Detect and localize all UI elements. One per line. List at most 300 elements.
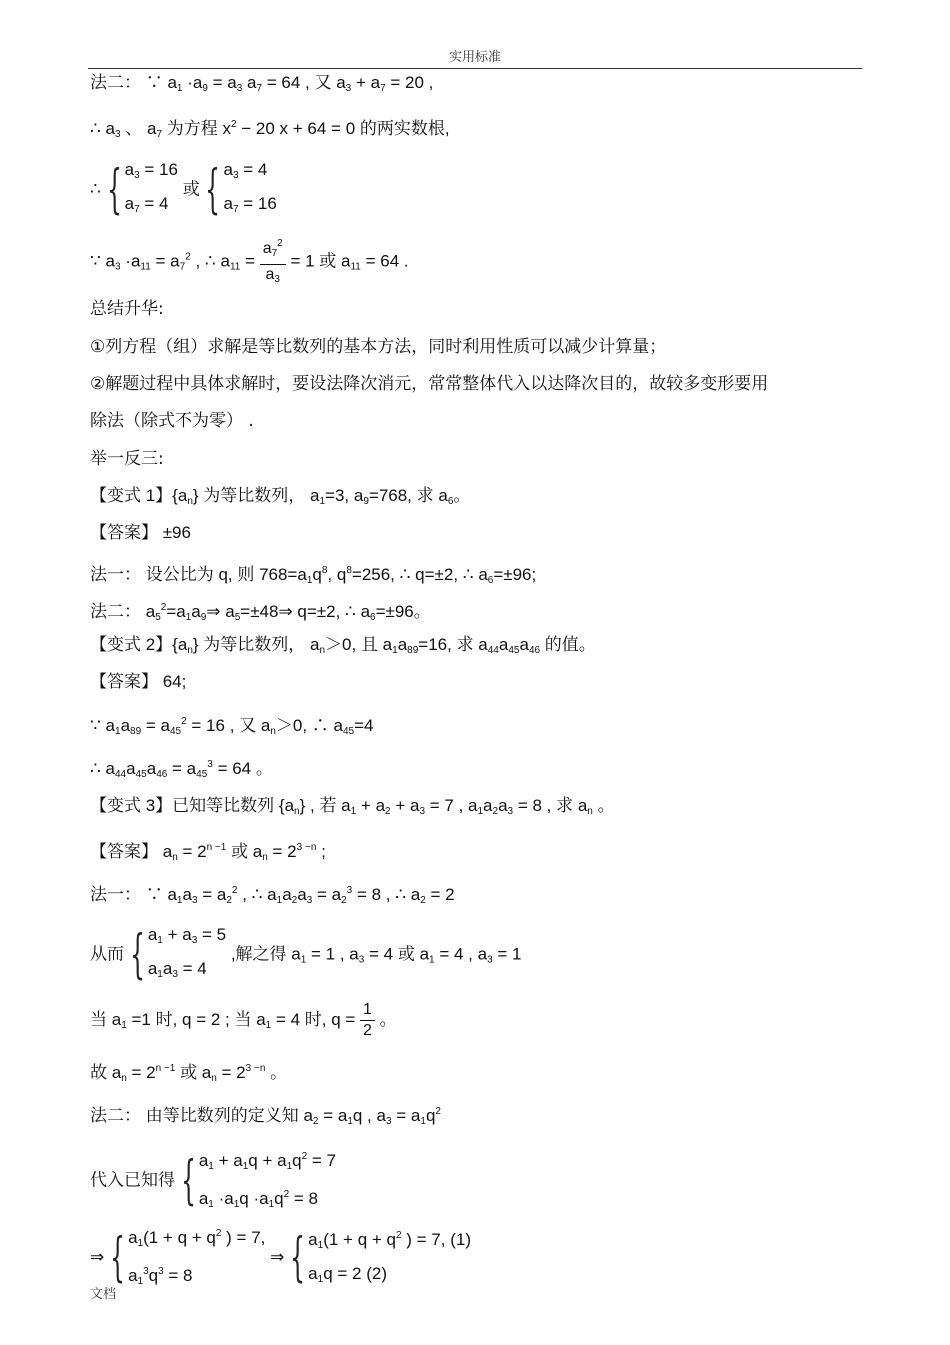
roots-line: [90, 114, 450, 146]
math-text: a: [397, 635, 408, 654]
math-text: 【变式 1】{a: [90, 486, 188, 505]
left-brace: {: [106, 160, 122, 220]
math-text: ⇒: [265, 1247, 290, 1267]
math-text: 。: [592, 796, 615, 815]
math-text: a: [147, 925, 158, 944]
math-text: ;: [316, 842, 326, 861]
subscript: 6: [487, 575, 494, 586]
subscript: 3: [236, 83, 243, 94]
math-text: 【答案】 ±96: [90, 523, 191, 542]
math-text: 从而: [90, 944, 129, 964]
subscript: n: [187, 496, 193, 507]
math-text: 或: [177, 179, 205, 199]
subscript: 89: [407, 645, 419, 656]
math-text: =±48⇒ q=±2, ∴ a: [240, 602, 371, 621]
math-text: 法二： ∵ a: [90, 73, 177, 92]
variant-3-system-line: [90, 921, 521, 989]
subscript: 2: [420, 895, 426, 906]
math-text: = 2: [216, 1063, 246, 1082]
math-text: a: [198, 1189, 209, 1208]
math-text: = 2: [425, 885, 455, 904]
subscript: 3: [115, 129, 121, 140]
math-text: a: [297, 885, 307, 904]
subscript: 1: [265, 1019, 272, 1031]
subscript: n: [211, 1073, 217, 1084]
math-text: a: [147, 959, 158, 978]
method-two-line: [90, 72, 433, 100]
subscript: 89: [130, 726, 142, 737]
math-text: ) = 7, (1): [401, 1230, 471, 1249]
math-text: 【变式 2】{a: [90, 635, 188, 654]
subscript: 1: [157, 935, 163, 946]
subscript: 1: [347, 1116, 353, 1127]
math-text: 或 a: [175, 1063, 212, 1082]
math-text: 【答案】 64;: [90, 672, 187, 691]
math-text: = 1: [492, 944, 522, 964]
subscript: 1: [317, 1274, 324, 1285]
math-text: =768, 求 a: [368, 486, 448, 505]
subscript: 1: [268, 1199, 275, 1210]
math-text: = 4: [177, 959, 207, 978]
variant-2-step-2: [90, 754, 273, 786]
equation-row: [199, 1143, 336, 1181]
practice-heading: [90, 448, 164, 470]
subscript: 3: [232, 170, 239, 181]
superscript: 3 −n: [245, 1063, 266, 1074]
math-text: =256, ∴ q=±2, ∴ a: [351, 565, 488, 584]
subscript: 7: [156, 129, 163, 140]
subscript: n: [262, 852, 268, 863]
subscript: 2: [385, 806, 391, 817]
math-text: = 4 时, q =: [271, 1009, 361, 1029]
subscript: 1: [477, 806, 484, 817]
math-text: a: [498, 796, 508, 815]
math-text: a: [223, 160, 233, 179]
subscript: 2: [226, 895, 232, 906]
math-text: 法二： 由等比数列的定义知 a: [90, 1106, 313, 1125]
math-text: = 16: [139, 160, 178, 179]
subscript: 7: [134, 204, 140, 215]
math-text: q: [148, 1266, 159, 1285]
subscript: 3: [115, 261, 121, 273]
subscript: 6: [447, 496, 454, 507]
math-text: ＞0, ∴ a: [275, 716, 343, 735]
math-text: 除法（除式不为零） .: [90, 411, 254, 431]
math-text: a: [191, 602, 201, 621]
math-text: 举一反三:: [90, 449, 164, 469]
math-text: = a: [141, 716, 170, 735]
variant-1-method-2: [90, 597, 431, 629]
variant-3-method-2: [90, 1101, 441, 1133]
math-text: a: [162, 959, 173, 978]
equation-row: [148, 921, 226, 955]
denominator: [262, 265, 282, 290]
math-text: q , a: [352, 1106, 386, 1125]
math-text: ＞0, 且 a: [325, 635, 393, 654]
math-text: ②解题过程中具体求解时，要设法降次消元，常常整体代入以达降次目的，故较多变形要用: [90, 374, 769, 394]
math-text: = 2: [267, 842, 297, 861]
math-text: ∵ a: [90, 716, 115, 735]
math-text: ·a: [120, 251, 141, 271]
math-text: 【变式 3】已知等比数列 {a: [90, 796, 295, 815]
subscript: 5: [234, 612, 241, 623]
math-text: = 2: [126, 1063, 156, 1082]
math-text: = 1 或 a: [285, 251, 351, 271]
subscript: 3: [191, 935, 198, 946]
math-text: 。: [374, 1009, 397, 1029]
math-text: ∵ a: [90, 251, 115, 271]
math-text: =16, 求 a: [418, 635, 488, 654]
math-text: = a: [150, 251, 180, 271]
math-text: a: [223, 194, 233, 213]
summary-point-1: [90, 336, 666, 358]
subscript: 9: [202, 83, 208, 94]
equation-system: [109, 1220, 265, 1296]
math-text: + a: [162, 925, 192, 944]
variant-2-question: [90, 634, 596, 662]
math-text: =: [240, 251, 260, 271]
math-text: q: [312, 565, 322, 584]
subscript: 3: [191, 895, 198, 906]
subscript: 1: [350, 806, 357, 817]
math-text: 2: [363, 1022, 372, 1039]
math-text: + a: [213, 1151, 243, 1170]
variant-2-answer: [90, 671, 186, 693]
subscript: 1: [208, 1161, 214, 1172]
subscript: 11: [350, 261, 361, 273]
math-text: a: [308, 1264, 318, 1283]
math-text: 1: [363, 1001, 372, 1018]
math-text: 当 a: [90, 1009, 122, 1029]
equation-system: [129, 921, 226, 989]
superscript: 2: [435, 1106, 441, 1117]
math-text: = 8 , 求 a: [513, 796, 588, 815]
numerator: [360, 1000, 375, 1021]
subscript: 3: [358, 954, 365, 966]
left-brace: {: [180, 1151, 196, 1211]
math-text: 代入已知得: [90, 1170, 180, 1190]
subscript: 2: [291, 895, 298, 906]
subscript: 45: [196, 769, 208, 780]
fraction: [260, 234, 286, 290]
subscript: 11: [140, 261, 151, 273]
math-text: = 8: [163, 1266, 193, 1285]
subscript: 7: [271, 248, 278, 259]
superscript: n −1: [206, 842, 227, 853]
math-text: − 20 x + 64 = 0 的两实数根,: [236, 119, 450, 138]
math-text: =±96。: [375, 602, 431, 621]
subscript: 1: [306, 575, 313, 586]
equation-row: [128, 1258, 265, 1296]
subscript: 7: [380, 83, 386, 94]
a11-result-line: [90, 234, 409, 290]
subscript: 2: [312, 1116, 319, 1127]
subscript: 3: [134, 170, 140, 181]
math-text: =3, a: [325, 486, 364, 505]
variant-3-method-1: [90, 880, 455, 912]
math-text: ,解之得 a: [226, 944, 301, 964]
math-text: = 2: [177, 842, 207, 861]
math-text: } 为等比数列， a: [192, 486, 320, 505]
system-solution-line: [90, 156, 277, 224]
equation-row: [148, 955, 226, 989]
variant-2-step-1: [90, 711, 374, 743]
math-text: ·a: [182, 73, 203, 92]
subscript: n: [270, 726, 276, 737]
math-text: a: [146, 759, 157, 778]
variant-3-question: [90, 795, 615, 823]
math-text: =a: [166, 602, 186, 621]
subscript: 1: [176, 83, 183, 94]
math-text: =1 时, q = 2 ; 当 a: [126, 1009, 266, 1029]
superscript: 2: [230, 119, 237, 130]
math-text: a: [124, 194, 135, 213]
equation-row: [224, 156, 277, 190]
equation-system: [180, 1143, 336, 1219]
math-text: } 为等比数列， a: [192, 635, 320, 654]
math-text: , ∴ a: [237, 885, 277, 904]
subscript: 6: [370, 612, 376, 623]
math-text: = 8: [289, 1189, 318, 1208]
subscript: 1: [176, 895, 183, 906]
superscript: 2: [181, 716, 187, 727]
math-text: ⇒ a: [206, 602, 235, 621]
math-text: 法一： 设公比为 q, 则 768=a: [90, 565, 307, 584]
math-text: a: [120, 716, 131, 735]
math-text: 【答案】 a: [90, 842, 173, 861]
math-text: =4: [354, 716, 374, 735]
math-text: = 64 .: [360, 251, 409, 271]
superscript: 3: [346, 885, 353, 896]
summary-point-2-cont: [90, 410, 254, 432]
subscript: n: [587, 806, 593, 817]
math-text: + a: [356, 796, 386, 815]
superscript: n −1: [155, 1063, 176, 1074]
math-text: = a: [312, 885, 342, 904]
subscript: 1: [137, 1276, 144, 1287]
subscript: 3: [507, 806, 514, 817]
variant-3-cases-line: [90, 1000, 397, 1041]
math-text: = 64 , 又 a: [262, 73, 346, 92]
math-text: ∴: [90, 179, 106, 199]
math-text: q: [292, 1151, 302, 1170]
subscript: 1: [392, 645, 398, 656]
math-text: q ·a: [239, 1189, 269, 1208]
math-text: q = 2 (2): [323, 1264, 387, 1283]
math-text: a: [483, 796, 493, 815]
superscript: 2: [283, 1189, 290, 1200]
subscript: 1: [429, 954, 435, 966]
subscript: 3: [306, 895, 313, 906]
subscript: 3: [172, 969, 178, 980]
math-text: 为方程 x: [162, 119, 231, 138]
subscript: n: [172, 852, 178, 863]
equation-system: [204, 156, 276, 224]
math-text: + a: [351, 73, 381, 92]
subscript: n: [294, 806, 300, 817]
subscript: 1: [319, 496, 326, 507]
superscript: 3: [143, 1266, 149, 1277]
header-rule: [88, 68, 862, 69]
math-text: a: [128, 1228, 138, 1247]
page-footer: 文档: [90, 1287, 117, 1302]
math-text: = a: [391, 1106, 421, 1125]
math-text: =±96;: [493, 565, 537, 584]
math-text: q + a: [248, 1151, 287, 1170]
math-text: a: [242, 73, 257, 92]
math-text: 法二： a: [90, 602, 156, 621]
math-text: ①列方程（组）求解是等比数列的基本方法，同时利用性质可以减少计算量；: [90, 337, 667, 357]
subscript: 1: [286, 1161, 293, 1172]
math-text: = 4: [238, 160, 268, 179]
subscript: 1: [233, 1199, 240, 1210]
variant-3-answer: [90, 837, 326, 869]
subscript: 1: [242, 1161, 249, 1172]
subscript: 3: [487, 954, 493, 966]
math-text: = 5: [197, 925, 227, 944]
subscript: 1: [276, 895, 283, 906]
superscript: 3: [158, 1266, 164, 1277]
equation-system: [289, 1222, 471, 1294]
subscript: 1: [300, 954, 307, 966]
subscript: 1: [317, 1240, 324, 1251]
equation-row: [125, 190, 178, 224]
subscript: 44: [115, 769, 127, 780]
superscript: 2: [231, 885, 238, 896]
subscript: 44: [487, 645, 499, 656]
math-text: = 1 , a: [306, 944, 359, 964]
subscript: 45: [508, 645, 520, 656]
subscript: 7: [179, 261, 186, 273]
variant-1-question: [90, 485, 470, 513]
subscript: n: [319, 645, 326, 656]
math-text: q: [425, 1106, 436, 1125]
math-text: 或 a: [226, 842, 263, 861]
subscript: 45: [342, 726, 355, 737]
math-text: = 4: [139, 194, 169, 213]
subscript: 46: [156, 769, 168, 780]
subscript: 3: [419, 806, 426, 817]
subscript: 9: [363, 496, 369, 507]
math-text: , ∴ a: [190, 251, 230, 271]
math-text: (1 + q + q: [143, 1228, 216, 1247]
subscript: 1: [208, 1199, 214, 1210]
math-text: , q: [327, 565, 347, 584]
math-text: = a: [318, 1106, 348, 1125]
subscript: 1: [137, 1238, 144, 1249]
math-text: a: [498, 635, 509, 654]
math-text: = 64 。: [212, 759, 273, 778]
superscript: 2: [185, 251, 191, 263]
numerator: [260, 234, 286, 265]
superscript: 2: [215, 1228, 222, 1239]
math-text: 、 a: [120, 119, 157, 138]
subscript: 45: [135, 769, 147, 780]
superscript: 8: [321, 565, 328, 576]
math-text: a: [282, 885, 292, 904]
math-text: = 20 ,: [385, 73, 434, 92]
math-text: = a: [197, 885, 227, 904]
subscript: 1: [121, 1019, 127, 1031]
math-text: 故 a: [90, 1063, 122, 1082]
math-text: + a: [390, 796, 420, 815]
math-text: a: [308, 1230, 318, 1249]
superscript: 2: [160, 602, 167, 613]
equation-system: [106, 156, 178, 224]
superscript: 2: [301, 1151, 308, 1162]
transformation-line: [90, 1220, 471, 1296]
fraction: [360, 1000, 375, 1041]
subscript: 5: [155, 612, 161, 623]
subscript: 1: [115, 726, 121, 737]
subscript: n: [121, 1073, 127, 1084]
summary-point-2: [90, 373, 768, 395]
substitution-system-line: [90, 1143, 336, 1219]
math-text: a: [182, 885, 192, 904]
left-brace: {: [129, 925, 145, 985]
subscript: 3: [385, 1116, 392, 1127]
math-text: = 16 , 又 a: [186, 716, 271, 735]
subscript: 9: [200, 612, 207, 623]
subscript: 3: [274, 274, 280, 285]
math-text: 。: [453, 486, 471, 505]
left-brace: {: [205, 160, 221, 220]
superscript: 3: [207, 759, 213, 770]
math-text: ∴ a: [90, 759, 115, 778]
subscript: 7: [256, 83, 263, 94]
math-text: ) = 7,: [221, 1228, 266, 1247]
math-text: = 4 , a: [434, 944, 488, 964]
math-text: a: [198, 1151, 209, 1170]
left-brace: {: [110, 1228, 125, 1288]
page-header: 实用标准: [448, 50, 501, 65]
subscript: n: [187, 645, 193, 656]
math-text: = 4 或 a: [364, 944, 430, 964]
math-text: 的值。: [540, 635, 596, 654]
subscript: 45: [170, 726, 182, 737]
math-text: (1 + q + q: [323, 1230, 396, 1249]
variant-1-answer: [90, 522, 191, 544]
math-text: a: [128, 1266, 138, 1285]
subscript: 46: [528, 645, 541, 656]
math-text: 法一： ∵ a: [90, 885, 177, 904]
superscript: 2: [277, 238, 283, 249]
math-text: = 8 , ∴ a: [352, 885, 421, 904]
math-text: a: [265, 266, 275, 283]
math-text: } , 若 a: [299, 796, 351, 815]
math-text: a: [519, 635, 529, 654]
math-text: ·a: [213, 1189, 234, 1208]
subscript: 1: [157, 969, 163, 980]
math-text: ⇒: [90, 1247, 109, 1267]
superscript: 3 −n: [296, 842, 317, 853]
equation-row: [199, 1181, 336, 1219]
subscript: 3: [345, 83, 352, 94]
subscript: 1: [185, 612, 192, 623]
denominator: [360, 1021, 375, 1041]
math-text: a: [262, 240, 272, 257]
subscript: 1: [420, 1116, 426, 1127]
equation-row: [308, 1222, 471, 1260]
variant-3-conclusion: [90, 1058, 287, 1090]
equation-row: [128, 1220, 265, 1258]
math-text: = a: [167, 759, 197, 778]
superscript: 2: [395, 1230, 402, 1241]
math-text: a: [126, 759, 136, 778]
math-text: q: [274, 1189, 284, 1208]
math-text: = 7: [307, 1151, 336, 1170]
equation-row: [224, 190, 277, 224]
